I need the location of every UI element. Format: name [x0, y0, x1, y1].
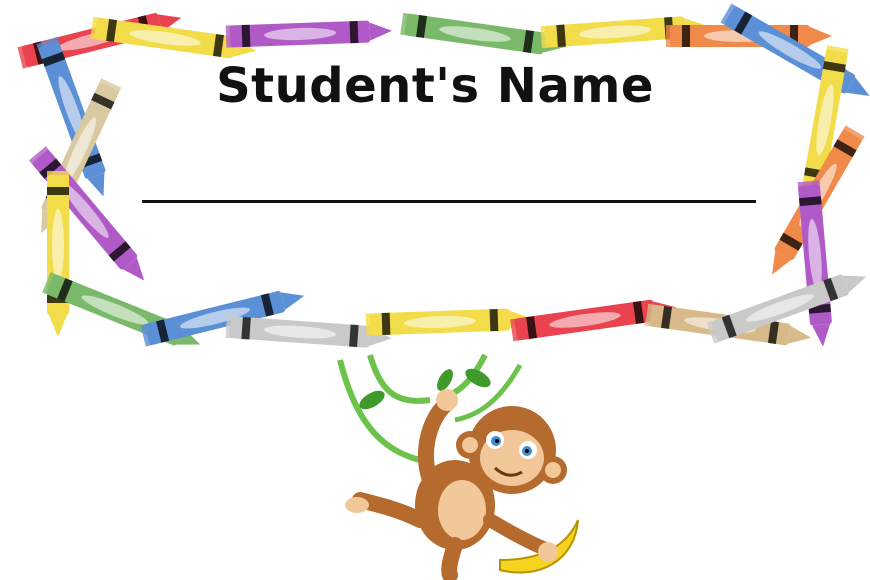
name-writing-line — [142, 200, 756, 203]
student-name-title: Student's Name — [216, 58, 654, 114]
monkey-illustration — [340, 355, 578, 575]
crayon-yellow-left — [47, 171, 69, 337]
